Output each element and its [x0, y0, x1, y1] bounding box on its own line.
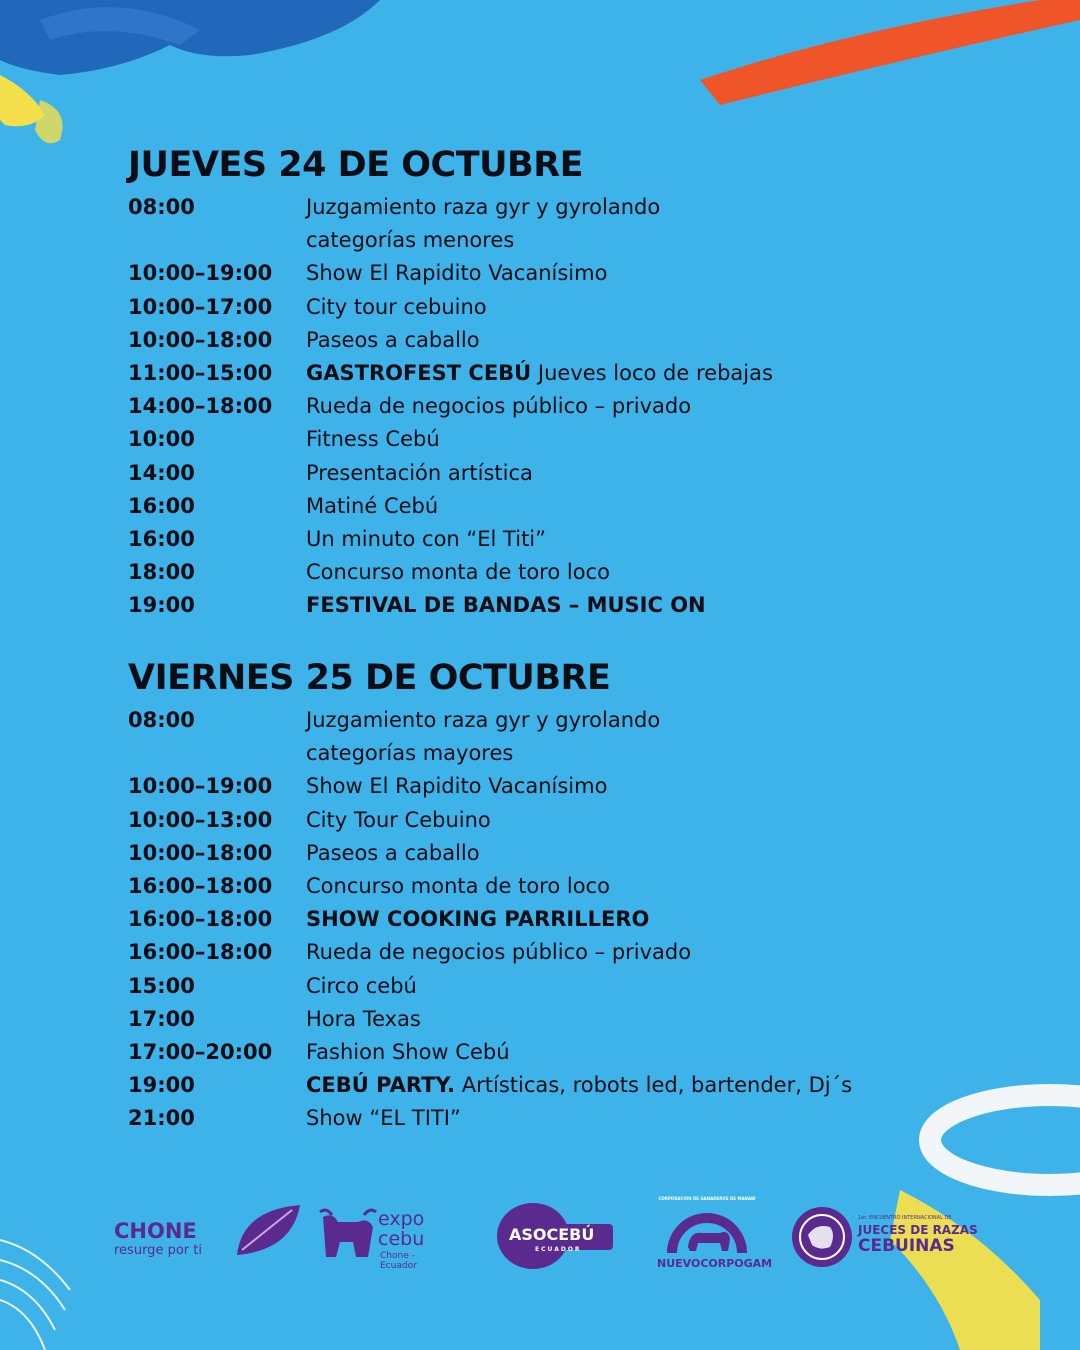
schedule-row [128, 806, 1008, 839]
schedule-time: 21:00 [128, 1106, 195, 1131]
activity-text: Juzgamiento raza gyr y gyrolando [306, 195, 661, 219]
schedule-activity [306, 591, 706, 619]
schedule-row [128, 193, 1008, 226]
schedule-activity [306, 459, 533, 487]
activity-text: Concurso monta de toro loco [306, 560, 610, 585]
schedule-row [128, 1104, 1008, 1137]
activity-text: Paseos a caballo [306, 327, 480, 352]
activity-text: Fitness Cebú [306, 427, 440, 452]
schedule-time: 08:00 [128, 708, 195, 732]
activity-text: Artísticas, robots led, bartender, Dj´s [455, 1073, 853, 1098]
schedule-activity [306, 425, 440, 453]
schedule-activity [306, 1071, 852, 1099]
globe-emblem-icon [790, 1205, 854, 1269]
schedule-row [128, 326, 1008, 359]
schedule-row [128, 425, 1008, 458]
schedule-row [128, 558, 1008, 591]
activity-text: Show El Rapidito Vacanísimo [306, 261, 608, 286]
corpogam-arc-text: CORPORACIÓN DE GANADEROS DE MANABÍ [658, 1196, 756, 1201]
schedule-time: 10:00–17:00 [128, 294, 273, 319]
chone-name: CHONE [114, 1219, 197, 1243]
cattle-seal-icon [664, 1195, 750, 1257]
activity-text: City tour cebuino [306, 294, 487, 319]
schedule-time: 16:00 [128, 493, 195, 518]
activity-text: Matiné Cebú [306, 493, 439, 518]
schedule-time: 10:00–18:00 [128, 327, 273, 352]
schedule-row [128, 938, 1008, 971]
activity-text: City Tour Cebuino [306, 807, 491, 832]
schedule-time: 11:00–15:00 [128, 360, 273, 385]
schedule-activity [306, 706, 660, 734]
schedule-activity [306, 392, 691, 420]
schedule-row [128, 772, 1008, 805]
schedule-row [128, 839, 1008, 872]
leaf-icon [232, 1200, 302, 1260]
schedule-time: 17:00 [128, 1006, 195, 1031]
schedule-activity [306, 259, 607, 287]
schedule-row [128, 972, 1008, 1005]
activity-text: Presentación artística [306, 460, 533, 485]
activity-text: Paseos a caballo [306, 840, 480, 865]
schedule-time: 16:00 [128, 526, 195, 551]
schedule-activity [306, 806, 491, 834]
schedule-time: 10:00–13:00 [128, 807, 273, 832]
schedule-activity [306, 293, 487, 321]
schedule-time: 10:00–19:00 [128, 261, 273, 286]
schedule-time: 16:00–18:00 [128, 873, 273, 898]
activity-text: Show “EL TITI” [306, 1106, 461, 1131]
schedule-activity [306, 905, 649, 933]
schedule-row [128, 392, 1008, 425]
activity-text: Circo cebú [306, 973, 417, 998]
jueces-small: 1er. ENCUENTRO INTERNACIONAL DE [858, 1215, 952, 1221]
schedule-activity [306, 839, 480, 867]
schedule-activity [306, 1005, 421, 1033]
schedule-time: 10:00–19:00 [128, 774, 273, 799]
schedule-row [128, 1038, 1008, 1071]
chone-tagline: resurge por ti [114, 1243, 202, 1258]
bull-icon [318, 1207, 378, 1262]
schedule-time: 15:00 [128, 973, 195, 998]
chone-logo [114, 1195, 289, 1285]
activity-text: Fashion Show Cebú [306, 1039, 510, 1064]
schedule-activity [306, 972, 417, 1000]
schedule-row [128, 1005, 1008, 1038]
schedule-row [128, 591, 1008, 624]
schedule-activity [306, 938, 691, 966]
schedule-time: 17:00–20:00 [128, 1039, 273, 1064]
schedule-row [128, 359, 1008, 392]
day-section-thursday [128, 143, 1008, 624]
schedule-time: 19:00 [128, 593, 195, 618]
activity-text: Show El Rapidito Vacanísimo [306, 774, 608, 799]
schedule-time: 16:00–18:00 [128, 940, 273, 965]
schedule-activity [306, 739, 513, 767]
schedule-activity [306, 772, 607, 800]
schedule-activity [306, 359, 773, 387]
schedule-row [128, 872, 1008, 905]
schedule-activity [306, 193, 660, 221]
activity-highlight: FESTIVAL DE BANDAS – MUSIC ON [306, 593, 706, 618]
day-title: VIERNES 25 DE OCTUBRE [128, 658, 611, 698]
corpogam-name: NUEVOCORPOGAM [657, 1257, 773, 1270]
asocebu-name: ASOCEBÚ [509, 1225, 595, 1244]
schedule-row [128, 459, 1008, 492]
activity-text: categorías menores [306, 228, 515, 253]
corpogam-logo [652, 1195, 773, 1285]
schedule-activity [306, 525, 546, 553]
schedule-row [128, 1071, 1008, 1104]
schedule-row [128, 706, 1008, 739]
activity-text: Juzgamiento raza gyr y gyrolando [306, 708, 661, 732]
schedule-row [128, 259, 1008, 292]
schedule-row [128, 492, 1008, 525]
schedule-row [128, 226, 1008, 259]
schedule-time: 14:00–18:00 [128, 394, 273, 419]
activity-highlight: GASTROFEST CEBÚ [306, 360, 532, 385]
activity-text: Un minuto con “El Titi” [306, 526, 547, 551]
jueces-line1: JUECES DE RAZAS [858, 1223, 978, 1237]
schedule-row [128, 905, 1008, 938]
activity-text: Rueda de negocios público – privado [306, 394, 692, 419]
schedule-time: 10:00 [128, 427, 195, 452]
schedule-activity [306, 1038, 510, 1066]
activity-text: Concurso monta de toro loco [306, 873, 610, 898]
sponsor-logos [100, 1195, 980, 1285]
activity-text: Jueves loco de rebajas [531, 360, 773, 385]
expo-sub: Chone - Ecuador [380, 1251, 417, 1271]
expo-name: expo cebu [378, 1208, 425, 1250]
schedule-activity [306, 492, 438, 520]
schedule-activity [306, 872, 610, 900]
schedule-row [128, 739, 1008, 772]
activity-text: Rueda de negocios público – privado [306, 940, 692, 965]
jueces-line2: CEBUINAS [858, 1236, 955, 1256]
schedule-time: 10:00–18:00 [128, 840, 273, 865]
activity-text: Hora Texas [306, 1006, 421, 1031]
schedule-activity [306, 558, 610, 586]
schedule-row [128, 525, 1008, 558]
jueces-logo [790, 1195, 978, 1285]
activity-text: categorías mayores [306, 741, 514, 766]
day-section-friday [128, 656, 1008, 1137]
schedule-activity [306, 226, 514, 254]
expo-cebu-logo [318, 1195, 453, 1285]
schedule-time: 08:00 [128, 195, 195, 219]
day-title: JUEVES 24 DE OCTUBRE [128, 145, 584, 185]
schedule-time: 19:00 [128, 1073, 195, 1098]
asocebu-sub: ECUADOR [535, 1246, 582, 1253]
schedule-time: 18:00 [128, 560, 195, 585]
activity-highlight: SHOW COOKING PARRILLERO [306, 907, 650, 932]
schedule-row [128, 293, 1008, 326]
schedule-activity [306, 1104, 461, 1132]
schedule-time: 16:00–18:00 [128, 907, 273, 932]
activity-highlight: CEBÚ PARTY. [306, 1073, 456, 1098]
schedule-activity [306, 326, 480, 354]
schedule-time: 14:00 [128, 460, 195, 485]
asocebu-logo [495, 1195, 615, 1285]
